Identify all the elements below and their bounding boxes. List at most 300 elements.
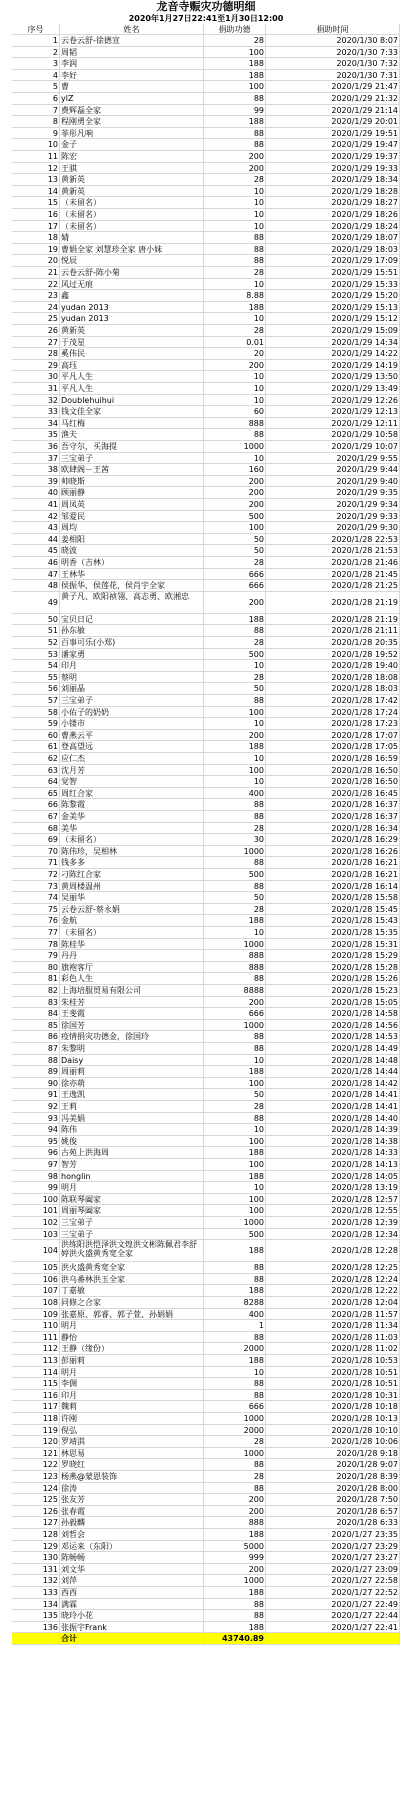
donor-name-cell: 王骐: [60, 163, 204, 175]
amount-cell: 88: [204, 93, 266, 105]
donor-name-cell: 朱黎明: [60, 1043, 204, 1055]
time-cell: 2020/1/27 22:49: [266, 1599, 400, 1611]
amount-cell: 10: [204, 279, 266, 291]
donor-name-cell: 应仁杰: [60, 753, 204, 765]
table-row: [0, 741, 400, 753]
time-cell: 2020/1/28 14:38: [266, 1136, 400, 1148]
total-blank-cell: [12, 1633, 60, 1645]
row-number-cell: 83: [12, 997, 60, 1009]
table-row: [0, 186, 400, 198]
row-number-cell: 1: [12, 35, 60, 47]
amount-cell: 200: [204, 499, 266, 511]
amount-cell: 188: [204, 116, 266, 128]
row-number-cell: 109: [12, 1309, 60, 1321]
time-cell: 2020/1/28 16:21: [266, 869, 400, 881]
table-row: [0, 1413, 400, 1425]
amount-cell: 188: [204, 741, 266, 753]
donor-name-cell: 奚伟民: [60, 348, 204, 360]
time-cell: 2020/1/28 14:58: [266, 1008, 400, 1020]
time-cell: 2020/1/28 21:19: [266, 614, 400, 626]
time-cell: 2020/1/28 14:53: [266, 1031, 400, 1043]
row-number-cell: 100: [12, 1194, 60, 1206]
table-row: [0, 313, 400, 325]
table-row: [0, 395, 400, 407]
table-row: [0, 383, 400, 395]
time-cell: 2020/1/29 19:51: [266, 128, 400, 140]
donor-name-cell: 王林华: [60, 569, 204, 581]
table-row: [0, 1205, 400, 1217]
amount-cell: 10: [204, 395, 266, 407]
time-cell: 2020/1/28 12:28: [266, 1240, 400, 1262]
table-row: [0, 718, 400, 730]
donor-name-cell: 菲彤凡响: [60, 128, 204, 140]
amount-cell: 28: [204, 637, 266, 649]
amount-cell: 188: [204, 915, 266, 927]
amount-cell: 888: [204, 950, 266, 962]
table-row: [0, 1297, 400, 1309]
table-row: [0, 788, 400, 800]
time-cell: 2020/1/29 18:24: [266, 221, 400, 233]
amount-cell: 188: [204, 1355, 266, 1367]
amount-cell: 500: [204, 511, 266, 523]
amount-cell: 88: [204, 128, 266, 140]
amount-cell: 999: [204, 1552, 266, 1564]
time-cell: 2020/1/28 10:18: [266, 1401, 400, 1413]
time-cell: 2020/1/28 17:23: [266, 718, 400, 730]
time-cell: 2020/1/28 16:37: [266, 799, 400, 811]
time-cell: 2020/1/28 16:14: [266, 881, 400, 893]
time-cell: 2020/1/29 13:49: [266, 383, 400, 395]
amount-cell: 10: [204, 209, 266, 221]
row-number-cell: 46: [12, 557, 60, 569]
donor-name-cell: 悦辰: [60, 255, 204, 267]
row-number-cell: 19: [12, 244, 60, 256]
amount-cell: 100: [204, 522, 266, 534]
donor-name-cell: 于茂星: [60, 337, 204, 349]
row-number-cell: 61: [12, 741, 60, 753]
donor-name-cell: （未留名）: [60, 927, 204, 939]
donor-name-cell: 沈月芳: [60, 765, 204, 777]
time-cell: 2020/1/28 10:10: [266, 1425, 400, 1437]
donor-name-cell: 古苑上洪海周: [60, 1147, 204, 1159]
donor-name-cell: 张友芳: [60, 1494, 204, 1506]
time-cell: 2020/1/28 11:57: [266, 1309, 400, 1321]
table-row: [0, 592, 400, 614]
donor-name-cell: 朱桂芳: [60, 997, 204, 1009]
row-number-cell: 95: [12, 1136, 60, 1148]
row-number-cell: 22: [12, 279, 60, 291]
amount-cell: 10: [204, 371, 266, 383]
amount-cell: 1: [204, 1320, 266, 1332]
row-number-cell: 5: [12, 81, 60, 93]
row-number-cell: 133: [12, 1587, 60, 1599]
time-cell: 2020/1/29 9:40: [266, 476, 400, 488]
time-cell: 2020/1/28 6:33: [266, 1517, 400, 1529]
table-row: [0, 1055, 400, 1067]
donor-name-cell: 鑫: [60, 290, 204, 302]
donor-name-cell: 帅晓斯: [60, 476, 204, 488]
amount-cell: 28: [204, 672, 266, 684]
time-cell: 2020/1/30 7:32: [266, 58, 400, 70]
table-row: [0, 1436, 400, 1448]
row-number-cell: 86: [12, 1031, 60, 1043]
table-row: [0, 1494, 400, 1506]
row-number-cell: 53: [12, 649, 60, 661]
row-number-cell: 62: [12, 753, 60, 765]
amount-cell: 28: [204, 823, 266, 835]
time-cell: 2020/1/28 15:28: [266, 962, 400, 974]
table-row: [0, 973, 400, 985]
donor-name-cell: 三宝弟子: [60, 1229, 204, 1241]
table-row: [0, 209, 400, 221]
donor-name-cell: 西西: [60, 1587, 204, 1599]
amount-cell: 200: [204, 487, 266, 499]
row-number-cell: 42: [12, 511, 60, 523]
table-row: [0, 765, 400, 777]
amount-cell: 10: [204, 197, 266, 209]
amount-cell: 10: [204, 660, 266, 672]
row-number-cell: 21: [12, 267, 60, 279]
donor-name-cell: 黄新英: [60, 186, 204, 198]
row-number-cell: 79: [12, 950, 60, 962]
donor-name-cell: 王莉: [60, 1101, 204, 1113]
amount-cell: 200: [204, 592, 266, 614]
row-number-cell: 39: [12, 476, 60, 488]
table-row: [0, 47, 400, 59]
time-cell: 2020/1/28 15:43: [266, 915, 400, 927]
total-blank-cell: [266, 1633, 400, 1645]
table-row: [0, 672, 400, 684]
row-number-cell: 98: [12, 1171, 60, 1183]
table-row: [0, 267, 400, 279]
row-number-cell: 84: [12, 1008, 60, 1020]
table-row: [0, 1066, 400, 1078]
row-number-cell: 116: [12, 1390, 60, 1402]
donor-name-cell: 彭丽莉: [60, 1355, 204, 1367]
table-row: [0, 1355, 400, 1367]
time-cell: 2020/1/29 10:07: [266, 441, 400, 453]
time-cell: 2020/1/29 12:11: [266, 418, 400, 430]
donor-name-cell: （未留名）: [60, 209, 204, 221]
amount-cell: 88: [204, 695, 266, 707]
table-row: [0, 811, 400, 823]
donor-name-cell: 周均: [60, 522, 204, 534]
amount-cell: 10: [204, 1124, 266, 1136]
table-row: [0, 174, 400, 186]
row-number-cell: 37: [12, 453, 60, 465]
amount-cell: 100: [204, 1205, 266, 1217]
row-number-cell: 40: [12, 487, 60, 499]
donor-name-cell: 杨燕@蒙恩装饰: [60, 1471, 204, 1483]
row-number-cell: 108: [12, 1297, 60, 1309]
amount-cell: 100: [204, 1136, 266, 1148]
time-cell: 2020/1/29 19:33: [266, 163, 400, 175]
time-cell: 2020/1/29 17:09: [266, 255, 400, 267]
amount-cell: 1000: [204, 939, 266, 951]
row-number-cell: 44: [12, 534, 60, 546]
donor-name-cell: 周丽琴阖家: [60, 1205, 204, 1217]
amount-cell: 28: [204, 904, 266, 916]
row-number-cell: 18: [12, 232, 60, 244]
time-cell: 2020/1/28 16:50: [266, 776, 400, 788]
time-cell: 2020/1/28 22:53: [266, 534, 400, 546]
amount-cell: 10: [204, 718, 266, 730]
table-row: [0, 1194, 400, 1206]
donor-name-cell: 陈黎霞: [60, 799, 204, 811]
donor-name-cell: 姜相阳: [60, 534, 204, 546]
table-row: [0, 1610, 400, 1622]
time-cell: 2020/1/28 14:42: [266, 1078, 400, 1090]
donor-name-cell: 程刚勇全家: [60, 116, 204, 128]
time-cell: 2020/1/28 10:51: [266, 1378, 400, 1390]
table-row: [0, 337, 400, 349]
time-cell: 2020/1/28 20:35: [266, 637, 400, 649]
row-number-cell: 91: [12, 1089, 60, 1101]
donor-name-cell: yudan 2013: [60, 313, 204, 325]
row-number-cell: 80: [12, 962, 60, 974]
donor-name-cell: 顾丽静: [60, 487, 204, 499]
header-time: 捐助时间: [266, 24, 400, 35]
time-cell: 2020/1/28 14:41: [266, 1101, 400, 1113]
time-cell: 2020/1/28 15:45: [266, 904, 400, 916]
time-cell: 2020/1/28 12:34: [266, 1229, 400, 1241]
table-row: [0, 221, 400, 233]
sheet-subtitle: 2020年1月27日22:41至1月30日12:00: [128, 14, 284, 23]
donor-name-cell: 丁嘉敏: [60, 1285, 204, 1297]
amount-cell: 10: [204, 186, 266, 198]
row-number-cell: 113: [12, 1355, 60, 1367]
row-number-cell: 66: [12, 799, 60, 811]
donor-name-cell: 曹娟全家 刘慧珍全家 唐小妹: [60, 244, 204, 256]
donor-name-cell: 钱多多: [60, 857, 204, 869]
time-cell: 2020/1/28 15:23: [266, 985, 400, 997]
table-row: [0, 649, 400, 661]
amount-cell: 10: [204, 1055, 266, 1067]
table-row: [0, 1031, 400, 1043]
row-number-cell: 93: [12, 1113, 60, 1125]
table-row: [0, 660, 400, 672]
time-cell: 2020/1/28 17:05: [266, 741, 400, 753]
table-row: [0, 1078, 400, 1090]
time-cell: 2020/1/28 11:02: [266, 1343, 400, 1355]
donor-name-cell: 晓波: [60, 545, 204, 557]
amount-cell: 888: [204, 962, 266, 974]
donor-name-cell: 张嘉原、郭睿、郭子萱、孙娟娟: [60, 1309, 204, 1321]
row-number-cell: 49: [12, 592, 60, 614]
table-row: [0, 302, 400, 314]
amount-cell: 88: [204, 1599, 266, 1611]
amount-cell: 188: [204, 614, 266, 626]
table-row: [0, 325, 400, 337]
row-number-cell: 112: [12, 1343, 60, 1355]
donor-name-cell: 百事可乐(小郑): [60, 637, 204, 649]
table-row: [0, 1367, 400, 1379]
amount-cell: 188: [204, 58, 266, 70]
donor-name-cell: 李好: [60, 70, 204, 82]
amount-cell: 200: [204, 360, 266, 372]
amount-cell: 88: [204, 1459, 266, 1471]
row-number-cell: 97: [12, 1159, 60, 1171]
donor-name-cell: Daisy: [60, 1055, 204, 1067]
table-row: [0, 279, 400, 291]
row-number-cell: 38: [12, 464, 60, 476]
row-number-cell: 45: [12, 545, 60, 557]
time-cell: 2020/1/27 22:44: [266, 1610, 400, 1622]
donor-name-cell: 欧肆阁－王茜: [60, 464, 204, 476]
table-row: [0, 441, 400, 453]
donor-name-cell: 刁陈红合家: [60, 869, 204, 881]
table-row: [0, 939, 400, 951]
amount-cell: 88: [204, 429, 266, 441]
row-number-cell: 14: [12, 186, 60, 198]
donor-name-cell: 陈桂华: [60, 939, 204, 951]
time-cell: 2020/1/28 16:45: [266, 788, 400, 800]
row-number-cell: 71: [12, 857, 60, 869]
row-number-cell: 41: [12, 499, 60, 511]
time-cell: 2020/1/28 10:31: [266, 1390, 400, 1402]
table-row: [0, 128, 400, 140]
row-number-cell: 75: [12, 904, 60, 916]
table-row: [0, 869, 400, 881]
row-number-cell: 135: [12, 1610, 60, 1622]
table-row: [0, 406, 400, 418]
table-row: [0, 1285, 400, 1297]
row-number-cell: 52: [12, 637, 60, 649]
time-cell: 2020/1/28 15:26: [266, 973, 400, 985]
time-cell: 2020/1/29 9:44: [266, 464, 400, 476]
donor-name-cell: 金航: [60, 915, 204, 927]
donor-name-cell: 倪弘: [60, 1425, 204, 1437]
amount-cell: 188: [204, 1285, 266, 1297]
row-number-cell: 82: [12, 985, 60, 997]
table-row: [0, 290, 400, 302]
donor-name-cell: 满霖: [60, 1599, 204, 1611]
time-cell: 2020/1/29 18:03: [266, 244, 400, 256]
time-cell: 2020/1/28 14:13: [266, 1159, 400, 1171]
donor-name-cell: 徐亦萌: [60, 1078, 204, 1090]
donor-name-cell: 刘萍: [60, 1575, 204, 1587]
time-cell: 2020/1/29 18:28: [266, 186, 400, 198]
donor-name-cell: 三宝弟子: [60, 1217, 204, 1229]
amount-cell: 100: [204, 707, 266, 719]
amount-cell: 1000: [204, 1020, 266, 1032]
donor-name-cell: 周丽莉: [60, 1066, 204, 1078]
amount-cell: 10: [204, 313, 266, 325]
row-number-cell: 63: [12, 765, 60, 777]
donor-name-cell: 渔夫: [60, 429, 204, 441]
table-row: [0, 1378, 400, 1390]
row-number-cell: 8: [12, 116, 60, 128]
amount-cell: 88: [204, 625, 266, 637]
time-cell: 2020/1/28 16:37: [266, 811, 400, 823]
total-row: [0, 1633, 400, 1645]
amount-cell: 20: [204, 348, 266, 360]
donor-name-cell: 李润: [60, 58, 204, 70]
donor-name-cell: 同修之合家: [60, 1297, 204, 1309]
row-number-cell: 12: [12, 163, 60, 175]
table-row: [0, 1343, 400, 1355]
time-cell: 2020/1/27 22:52: [266, 1587, 400, 1599]
row-number-cell: 104: [12, 1240, 60, 1262]
table-row: [0, 1147, 400, 1159]
table-row: [0, 464, 400, 476]
amount-cell: 188: [204, 1240, 266, 1262]
donor-name-cell: 徐国芳: [60, 1020, 204, 1032]
table-row: [0, 799, 400, 811]
donor-name-cell: 陈畅畅: [60, 1552, 204, 1564]
amount-cell: 10: [204, 753, 266, 765]
table-row: [0, 511, 400, 523]
donor-name-cell: 平凡人生: [60, 383, 204, 395]
amount-cell: 188: [204, 1622, 266, 1634]
amount-cell: 10: [204, 453, 266, 465]
amount-cell: 88: [204, 255, 266, 267]
table-row: [0, 255, 400, 267]
donor-name-cell: （未留名）: [60, 221, 204, 233]
donor-name-cell: 曹: [60, 81, 204, 93]
total-label: 合计: [60, 1633, 204, 1645]
table-row: [0, 580, 400, 592]
row-number-cell: 32: [12, 395, 60, 407]
donor-name-cell: 陈联琴阖家: [60, 1194, 204, 1206]
donor-name-cell: 黄新英: [60, 325, 204, 337]
table-row: [0, 637, 400, 649]
table-row: [0, 139, 400, 151]
table-row: [0, 360, 400, 372]
table-row: [0, 1309, 400, 1321]
table-row: [0, 476, 400, 488]
time-cell: 2020/1/28 19:52: [266, 649, 400, 661]
donor-name-cell: 美华: [60, 823, 204, 835]
table-row: [0, 58, 400, 70]
amount-cell: 100: [204, 765, 266, 777]
donor-name-cell: 明月: [60, 1182, 204, 1194]
table-row: [0, 892, 400, 904]
row-number-cell: 56: [12, 683, 60, 695]
row-number-cell: 36: [12, 441, 60, 453]
table-row: [0, 1136, 400, 1148]
amount-cell: 188: [204, 1587, 266, 1599]
time-cell: 2020/1/29 21:14: [266, 105, 400, 117]
donor-name-cell: 刘哲会: [60, 1529, 204, 1541]
donor-name-cell: yudan 2013: [60, 302, 204, 314]
row-number-cell: 60: [12, 730, 60, 742]
time-cell: 2020/1/28 14:05: [266, 1171, 400, 1183]
time-cell: 2020/1/29 19:37: [266, 151, 400, 163]
row-number-cell: 7: [12, 105, 60, 117]
donor-name-cell: 孙毅麟: [60, 1517, 204, 1529]
time-cell: 2020/1/29 15:12: [266, 313, 400, 325]
donor-name-cell: 邓运来（东阳）: [60, 1541, 204, 1553]
donor-name-cell: 云卷云舒-徐德宣: [60, 35, 204, 47]
time-cell: 2020/1/29 15:09: [266, 325, 400, 337]
donor-name-cell: 婧: [60, 232, 204, 244]
time-cell: 2020/1/28 16:34: [266, 823, 400, 835]
row-number-cell: 6: [12, 93, 60, 105]
table-row: [0, 915, 400, 927]
time-cell: 2020/1/28 17:24: [266, 707, 400, 719]
amount-cell: 2000: [204, 1343, 266, 1355]
donor-name-cell: 黄周楼温州: [60, 881, 204, 893]
amount-cell: 5000: [204, 1541, 266, 1553]
time-cell: 2020/1/28 21:11: [266, 625, 400, 637]
row-number-cell: 123: [12, 1471, 60, 1483]
amount-cell: 200: [204, 1564, 266, 1576]
amount-cell: 200: [204, 163, 266, 175]
table-row: [0, 1159, 400, 1171]
row-number-cell: 132: [12, 1575, 60, 1587]
time-cell: 2020/1/27 23:09: [266, 1564, 400, 1576]
